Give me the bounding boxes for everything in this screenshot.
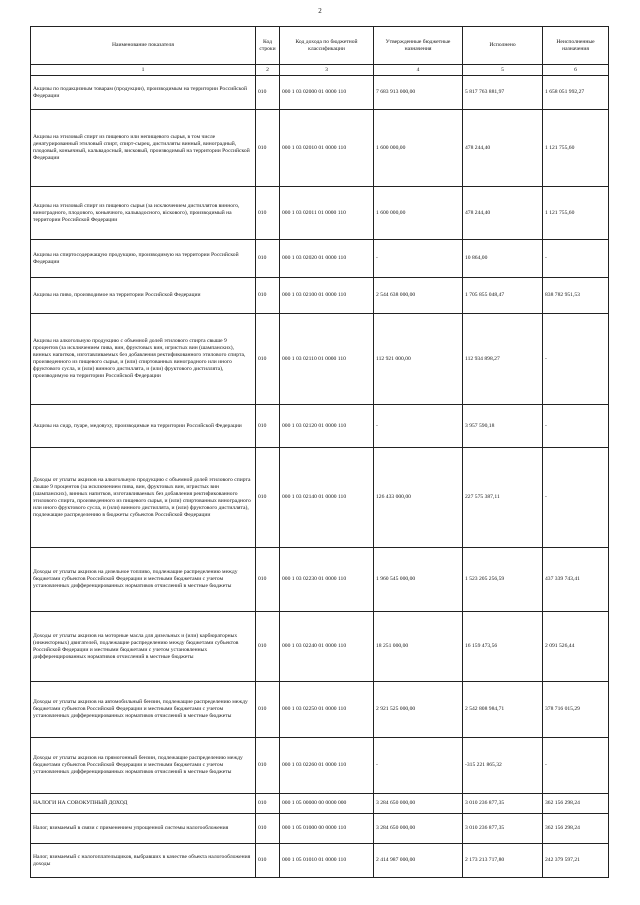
row-unexecuted-cell: 362 156 298,24 bbox=[543, 794, 609, 814]
row-name-cell: Доходы от уплаты акцизов на моторные масла для дизельных и (или) карбюраторных (инжекторных) двигателей, подлежащие распределению между бюджетами субъектов Российской Федерации и местными бюджетами с учетом установленных дифференцированных нормативов отчислений в местные бюджеты bbox=[31, 612, 256, 682]
row-executed-cell: 3 957 590,18 bbox=[463, 405, 543, 448]
row-executed-cell: 1 523 205 256,59 bbox=[463, 548, 543, 612]
row-approved-cell: - bbox=[374, 240, 463, 278]
table-row bbox=[31, 612, 609, 682]
table-row bbox=[31, 187, 609, 240]
table-row bbox=[31, 405, 609, 448]
row-kbk-cell: 000 1 03 02140 01 0000 110 bbox=[280, 448, 374, 548]
row-approved-cell: - bbox=[374, 738, 463, 794]
row-kbk-cell: 000 1 03 02250 01 0000 110 bbox=[280, 682, 374, 738]
row-approved-cell: 3 284 650 000,00 bbox=[374, 814, 463, 844]
row-executed-cell: 16 159 473,56 bbox=[463, 612, 543, 682]
row-executed-cell: 112 934 898,27 bbox=[463, 314, 543, 405]
row-executed-cell: 3 010 236 877,35 bbox=[463, 814, 543, 844]
row-name-cell: Акцизы на этиловый спирт из пищевого или непищевого сырья, в том числе денатурированный этиловый спирт, спирт-сырец, дистилляты винный, виноградный, плодовый, коньячный, кальвадосный, висковый, производимый на территории Российской Федерации bbox=[31, 110, 256, 187]
row-kbk-cell: 000 1 03 02100 01 0000 110 bbox=[280, 278, 374, 314]
row-code-cell: 010 bbox=[256, 187, 280, 240]
table-row bbox=[31, 738, 609, 794]
row-approved-cell: 3 284 650 000,00 bbox=[374, 794, 463, 814]
row-name-cell: НАЛОГИ НА СОВОКУПНЫЙ ДОХОД bbox=[31, 794, 256, 814]
row-code-cell: 010 bbox=[256, 794, 280, 814]
row-approved-cell: 2 921 525 000,00 bbox=[374, 682, 463, 738]
row-executed-cell: 1 705 855 048,47 bbox=[463, 278, 543, 314]
row-code-cell: 010 bbox=[256, 76, 280, 110]
table-header-row bbox=[31, 27, 609, 65]
row-kbk-cell: 000 1 03 02260 01 0000 110 bbox=[280, 738, 374, 794]
row-kbk-cell: 000 1 03 02010 01 0000 110 bbox=[280, 110, 374, 187]
row-approved-cell: 2 544 638 000,00 bbox=[374, 278, 463, 314]
header-executed: Исполнено bbox=[463, 27, 543, 65]
row-name-cell: Налог, взимаемый с налогоплательщиков, выбравших в качестве объекта налогообложения доходы bbox=[31, 844, 256, 878]
row-kbk-cell: 000 1 03 02020 01 0000 110 bbox=[280, 240, 374, 278]
row-executed-cell: 3 010 236 877,35 bbox=[463, 794, 543, 814]
row-code-cell: 010 bbox=[256, 278, 280, 314]
column-number: 1 bbox=[31, 65, 256, 76]
row-kbk-cell: 000 1 03 02110 01 0000 110 bbox=[280, 314, 374, 405]
row-approved-cell: - bbox=[374, 405, 463, 448]
row-executed-cell: 2 173 213 717,80 bbox=[463, 844, 543, 878]
row-kbk-cell: 000 1 03 02011 01 0000 110 bbox=[280, 187, 374, 240]
table-row bbox=[31, 548, 609, 612]
row-name-cell: Акцизы на этиловый спирт из пищевого сырья (за исключением дистиллятов винного, виноградного, плодового, коньячного, кальвадосного, віскового), производимый на территории Российской Федерации bbox=[31, 187, 256, 240]
table-row bbox=[31, 240, 609, 278]
table-row bbox=[31, 448, 609, 548]
row-code-cell: 010 bbox=[256, 682, 280, 738]
page-number: 2 bbox=[318, 7, 322, 15]
row-approved-cell: 18 251 000,00 bbox=[374, 612, 463, 682]
row-kbk-cell: 000 1 03 02120 01 0000 110 bbox=[280, 405, 374, 448]
row-unexecuted-cell: 838 782 951,53 bbox=[543, 278, 609, 314]
column-number: 3 bbox=[280, 65, 374, 76]
row-kbk-cell: 000 1 05 01010 01 0000 110 bbox=[280, 844, 374, 878]
row-unexecuted-cell: - bbox=[543, 405, 609, 448]
row-unexecuted-cell: 1 121 755,60 bbox=[543, 187, 609, 240]
row-approved-cell: 7 683 913 000,00 bbox=[374, 76, 463, 110]
row-unexecuted-cell: - bbox=[543, 314, 609, 405]
row-executed-cell: 2 542 808 984,71 bbox=[463, 682, 543, 738]
column-number: 4 bbox=[374, 65, 463, 76]
row-unexecuted-cell: - bbox=[543, 738, 609, 794]
row-code-cell: 010 bbox=[256, 612, 280, 682]
column-number: 6 bbox=[543, 65, 609, 76]
row-code-cell: 010 bbox=[256, 814, 280, 844]
table-row bbox=[31, 794, 609, 814]
row-name-cell: Акцизы на алкогольную продукцию с объемной долей этилового спирта свыше 9 процентов (за исключением пива, вин, фруктовых вин, игристых вин (шампанских), винных напитков, изготавливаемых без добавления ректификованного этилового спирта, произведенного из пищевого сырья, и (или) спиртованных виноградного или иного фруктового сусла, и (или) винного дистиллята, и (или) фруктового дистиллята), производимую на территории Российской Федерации bbox=[31, 314, 256, 405]
row-unexecuted-cell: - bbox=[543, 240, 609, 278]
column-number-row bbox=[31, 65, 609, 76]
row-name-cell: Налог, взимаемый в связи с применением упрощенной системы налогообложения bbox=[31, 814, 256, 844]
table-row bbox=[31, 682, 609, 738]
header-kbk: Код дохода по бюджетной классификации bbox=[280, 27, 374, 65]
row-unexecuted-cell: - bbox=[543, 448, 609, 548]
row-kbk-cell: 000 1 05 00000 00 0000 000 bbox=[280, 794, 374, 814]
row-approved-cell: 1 600 000,00 bbox=[374, 187, 463, 240]
row-approved-cell: 126 433 000,00 bbox=[374, 448, 463, 548]
row-code-cell: 010 bbox=[256, 738, 280, 794]
row-name-cell: Акцизы на сидр, пуаре, медовуху, производимые на территории Российской Федерации bbox=[31, 405, 256, 448]
row-code-cell: 010 bbox=[256, 314, 280, 405]
table-row bbox=[31, 844, 609, 878]
row-approved-cell: 2 414 987 000,00 bbox=[374, 844, 463, 878]
row-kbk-cell: 000 1 03 02230 01 0000 110 bbox=[280, 548, 374, 612]
row-kbk-cell: 000 1 03 02000 01 0000 110 bbox=[280, 76, 374, 110]
row-code-cell: 010 bbox=[256, 240, 280, 278]
row-executed-cell: 478 244,40 bbox=[463, 110, 543, 187]
row-name-cell: Доходы от уплаты акцизов на дизельное топливо, подлежащие распределению между бюджетами субъектов Российской Федерации и местными бюджетами с учетом установленных дифференцированных нормативов отчислений в местные бюджеты bbox=[31, 548, 256, 612]
row-executed-cell: 478 244,40 bbox=[463, 187, 543, 240]
row-unexecuted-cell: 1 658 051 992,27 bbox=[543, 76, 609, 110]
row-approved-cell: 1 600 000,00 bbox=[374, 110, 463, 187]
header-code: Код строки bbox=[256, 27, 280, 65]
row-unexecuted-cell: 437 339 743,41 bbox=[543, 548, 609, 612]
table-row bbox=[31, 814, 609, 844]
row-approved-cell: 112 921 000,00 bbox=[374, 314, 463, 405]
row-executed-cell: 10 864,00 bbox=[463, 240, 543, 278]
row-name-cell: Акцизы по подакцизным товарам (продукции), производимым на территории Российской Федерации bbox=[31, 76, 256, 110]
row-unexecuted-cell: 2 091 526,44 bbox=[543, 612, 609, 682]
row-executed-cell: 5 817 763 881,97 bbox=[463, 76, 543, 110]
column-number: 5 bbox=[463, 65, 543, 76]
row-executed-cell: -315 221 865,32 bbox=[463, 738, 543, 794]
column-number: 2 bbox=[256, 65, 280, 76]
row-unexecuted-cell: 242 379 597,21 bbox=[543, 844, 609, 878]
row-code-cell: 010 bbox=[256, 548, 280, 612]
header-unexecuted: Неисполненные назначения bbox=[543, 27, 609, 65]
row-name-cell: Доходы от уплаты акцизов на алкогольную продукцию с объемной долей этилового спирта свыше 9 процентов (за исключением пива, вин, фруктовых вин, игристых вин (шампанских), винных напитков, изготавливаемых без добавления ректификованного этилового спирта, произведенного из пищевого сырья, и (или) спиртованных виноградного или иного фруктового сусла, и (или) винного дистиллята, и (или) фруктового дистиллята), подлежащие распределению в бюджеты субъектов Российской Федерации bbox=[31, 448, 256, 548]
row-name-cell: Доходы от уплаты акцизов на прямогонный бензин, подлежащие распределению между бюджетами субъектов Российской Федерации и местными бюджетами с учетом установленных дифференцированных нормативов отчислений в местные бюджеты bbox=[31, 738, 256, 794]
row-unexecuted-cell: 362 156 298,24 bbox=[543, 814, 609, 844]
row-name-cell: Акцизы на спиртосодержащую продукцию, производимую на территории Российской Федерации bbox=[31, 240, 256, 278]
row-kbk-cell: 000 1 03 02240 01 0000 110 bbox=[280, 612, 374, 682]
row-name-cell: Акцизы на пиво, производимое на территории Российской Федерации bbox=[31, 278, 256, 314]
header-approved: Утвержденные бюджетные назначения bbox=[374, 27, 463, 65]
row-code-cell: 010 bbox=[256, 110, 280, 187]
row-unexecuted-cell: 378 716 015,29 bbox=[543, 682, 609, 738]
table-row bbox=[31, 278, 609, 314]
row-executed-cell: 227 575 387,11 bbox=[463, 448, 543, 548]
row-code-cell: 010 bbox=[256, 405, 280, 448]
table-row bbox=[31, 314, 609, 405]
table-row bbox=[31, 76, 609, 110]
revenue-table bbox=[30, 26, 609, 878]
header-name: Наименование показателя bbox=[31, 27, 256, 65]
table-row bbox=[31, 110, 609, 187]
row-code-cell: 010 bbox=[256, 448, 280, 548]
row-name-cell: Доходы от уплаты акцизов на автомобильный бензин, подлежащие распределению между бюджетами субъектов Российской Федерации и местными бюджетами с учетом установленных дифференцированных нормативов отчислений в местные бюджеты bbox=[31, 682, 256, 738]
row-unexecuted-cell: 1 121 755,60 bbox=[543, 110, 609, 187]
row-code-cell: 010 bbox=[256, 844, 280, 878]
row-approved-cell: 1 960 545 000,00 bbox=[374, 548, 463, 612]
row-kbk-cell: 000 1 05 01000 00 0000 110 bbox=[280, 814, 374, 844]
